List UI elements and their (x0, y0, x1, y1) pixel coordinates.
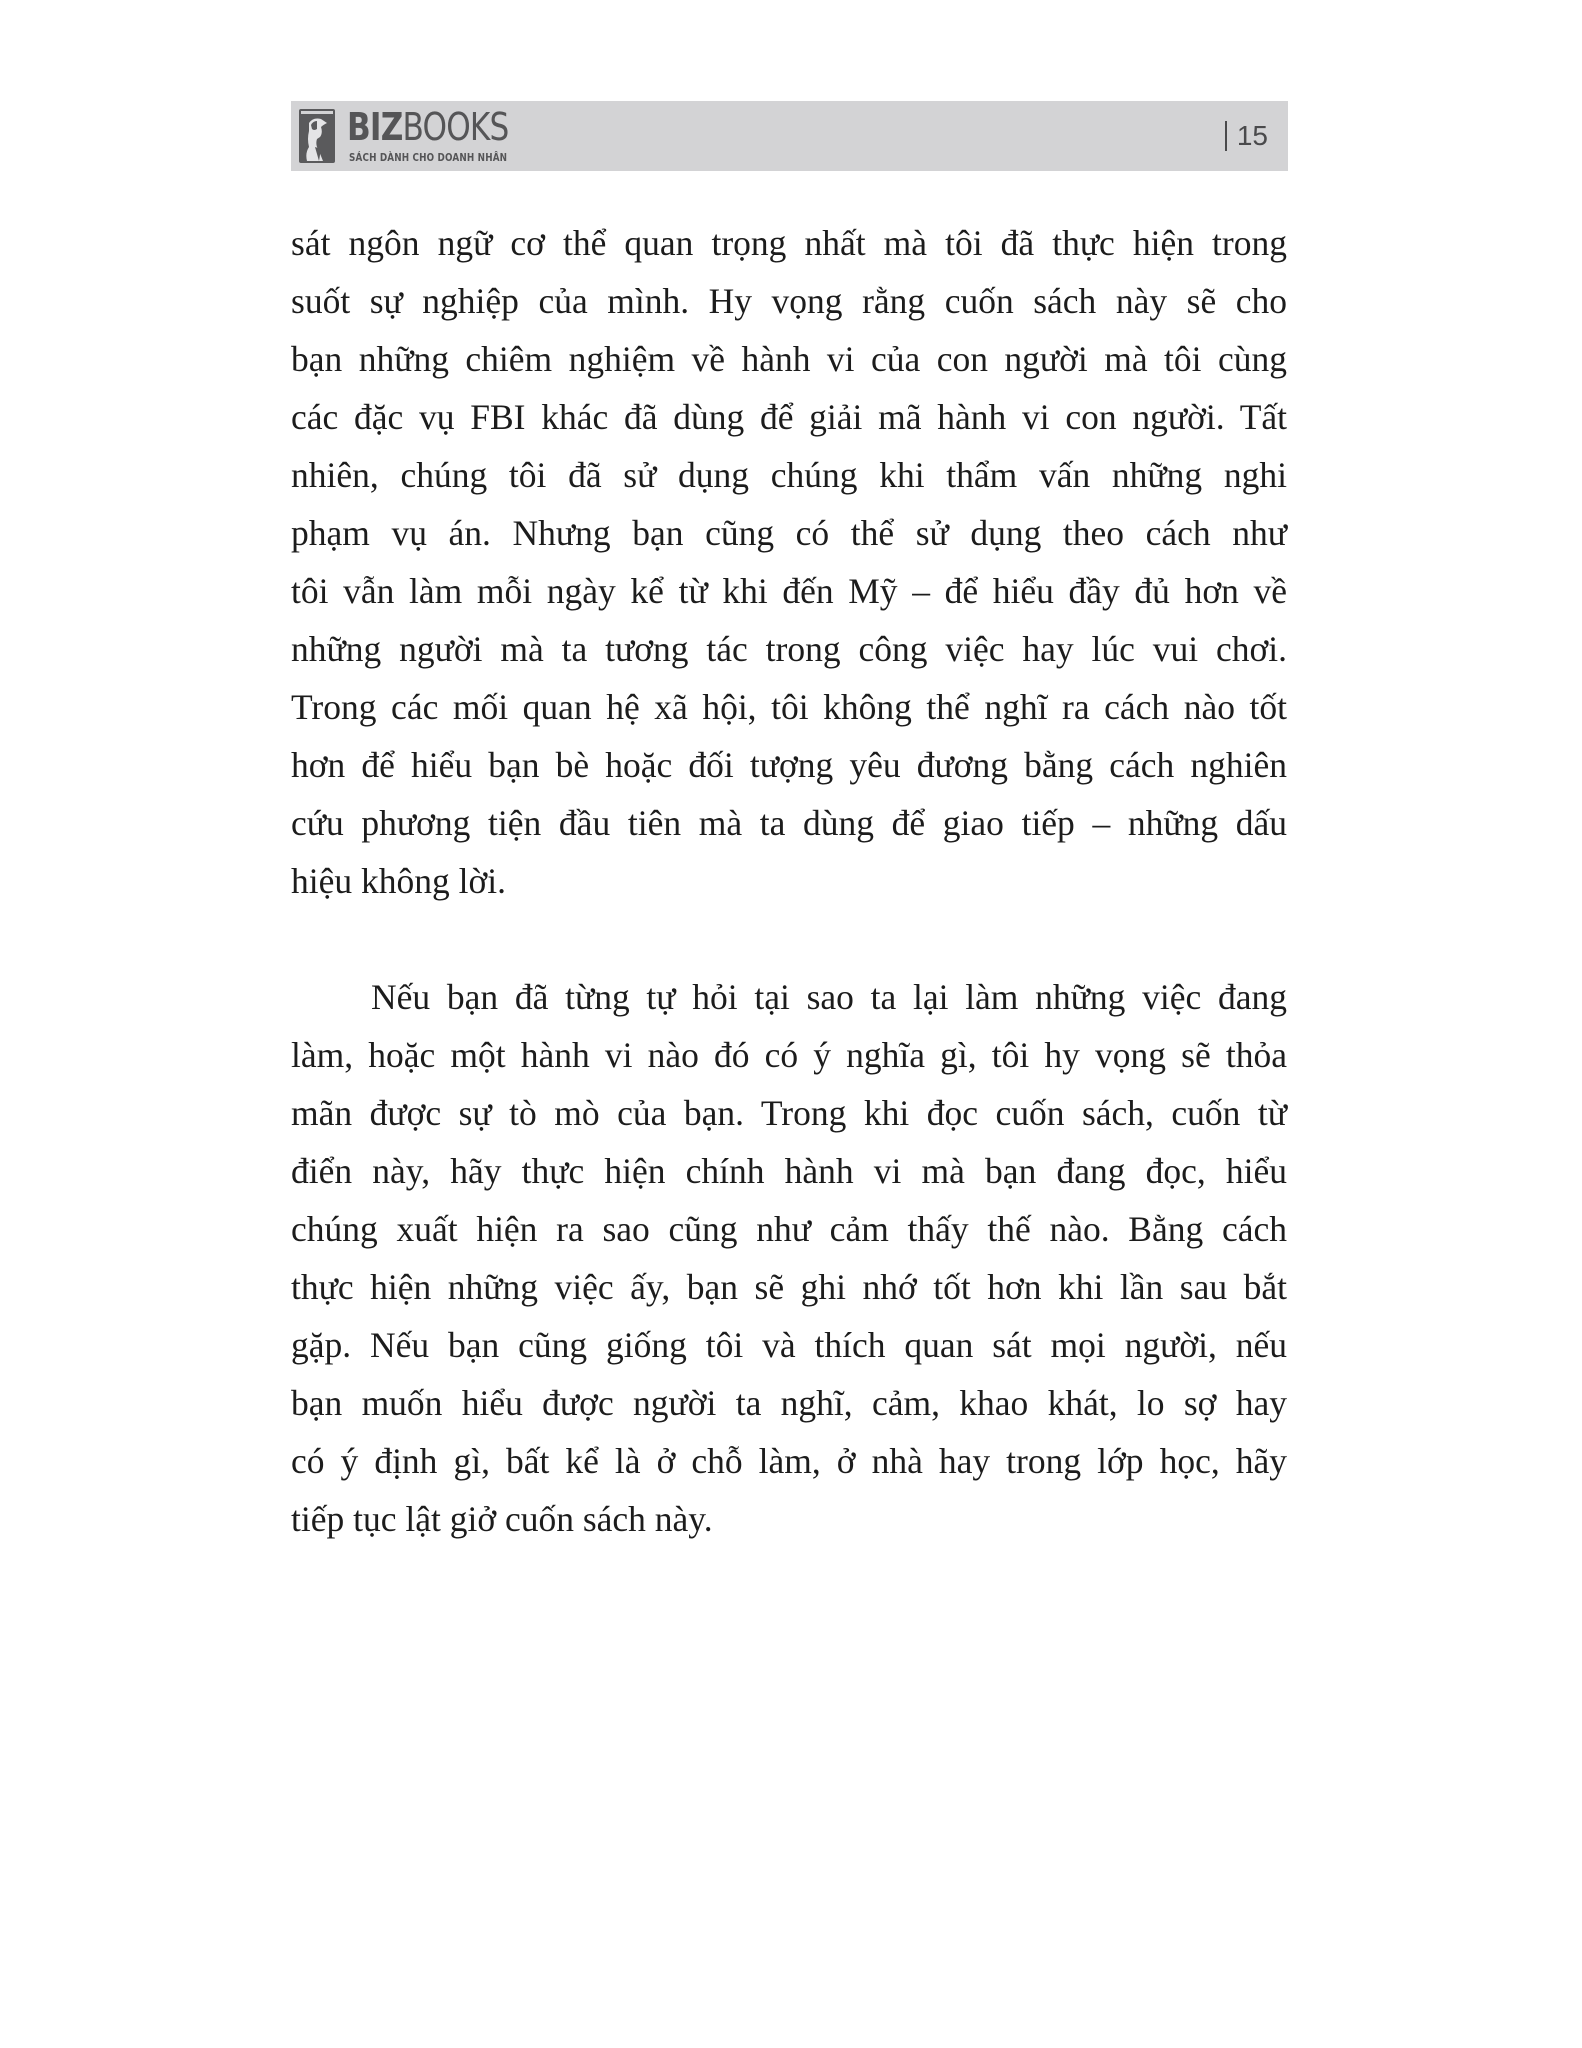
text-line: tiếp tục lật giở cuốn sách này. (291, 1499, 713, 1539)
text-line: bạn những chiêm nghiệm về hành vi của con người mà tôi cùng (291, 339, 1287, 379)
text-line: hơn để hiểu bạn bè hoặc đối tượng yêu đương bằng cách nghiên (291, 745, 1287, 785)
text-line: điển này, hãy thực hiện chính hành vi mà bạn đang đọc, hiểu (291, 1151, 1287, 1191)
man-portrait-icon (299, 109, 335, 163)
paragraph-2 (291, 968, 1287, 1548)
text-line: có ý định gì, bất kể là ở chỗ làm, ở nhà hay trong lớp học, hãy (291, 1441, 1287, 1481)
text-line: Nếu bạn đã từng tự hỏi tại sao ta lại làm những việc đang (371, 977, 1287, 1017)
brand-bold: BIZ (347, 105, 403, 149)
text-line: làm, hoặc một hành vi nào đó có ý nghĩa gì, tôi hy vọng sẽ thỏa (291, 1035, 1287, 1075)
text-line: mãn được sự tò mò của bạn. Trong khi đọc cuốn sách, cuốn từ (291, 1093, 1287, 1133)
brand-tagline: SÁCH DÀNH CHO DOANH NHÂN (349, 151, 508, 164)
text-line: tôi vẫn làm mỗi ngày kể từ khi đến Mỹ – để hiểu đầy đủ hơn về (291, 571, 1287, 611)
text-line: suốt sự nghiệp của mình. Hy vọng rằng cuốn sách này sẽ cho (291, 281, 1287, 321)
page-number-value: 15 (1236, 120, 1268, 151)
text-line: cứu phương tiện đầu tiên mà ta dùng để giao tiếp – những dấu (291, 803, 1287, 843)
text-line: hiệu không lời. (291, 861, 506, 901)
text-line: sát ngôn ngữ cơ thể quan trọng nhất mà tôi đã thực hiện trong (291, 223, 1287, 263)
separator (1225, 121, 1227, 151)
brand-logo (347, 105, 508, 149)
text-line: thực hiện những việc ấy, bạn sẽ ghi nhớ tốt hơn khi lần sau bắt (291, 1267, 1287, 1307)
text-line: Trong các mối quan hệ xã hội, tôi không thể nghĩ ra cách nào tốt (291, 687, 1287, 727)
running-header (291, 101, 1288, 171)
brand-regular: BOOKS (402, 105, 509, 149)
body-text (291, 214, 1287, 1548)
text-line: bạn muốn hiểu được người ta nghĩ, cảm, khao khát, lo sợ hay (291, 1383, 1287, 1423)
page-number (1225, 119, 1268, 153)
text-line: nhiên, chúng tôi đã sử dụng chúng khi thẩm vấn những nghi (291, 455, 1287, 495)
paragraph-1 (291, 214, 1287, 910)
text-line: chúng xuất hiện ra sao cũng như cảm thấy thế nào. Bằng cách (291, 1209, 1287, 1249)
text-line: phạm vụ án. Nhưng bạn cũng có thể sử dụng theo cách như (291, 513, 1287, 553)
text-line: gặp. Nếu bạn cũng giống tôi và thích quan sát mọi người, nếu (291, 1325, 1287, 1365)
text-line: những người mà ta tương tác trong công việc hay lúc vui chơi. (291, 629, 1287, 669)
text-line: các đặc vụ FBI khác đã dùng để giải mã hành vi con người. Tất (291, 397, 1287, 437)
